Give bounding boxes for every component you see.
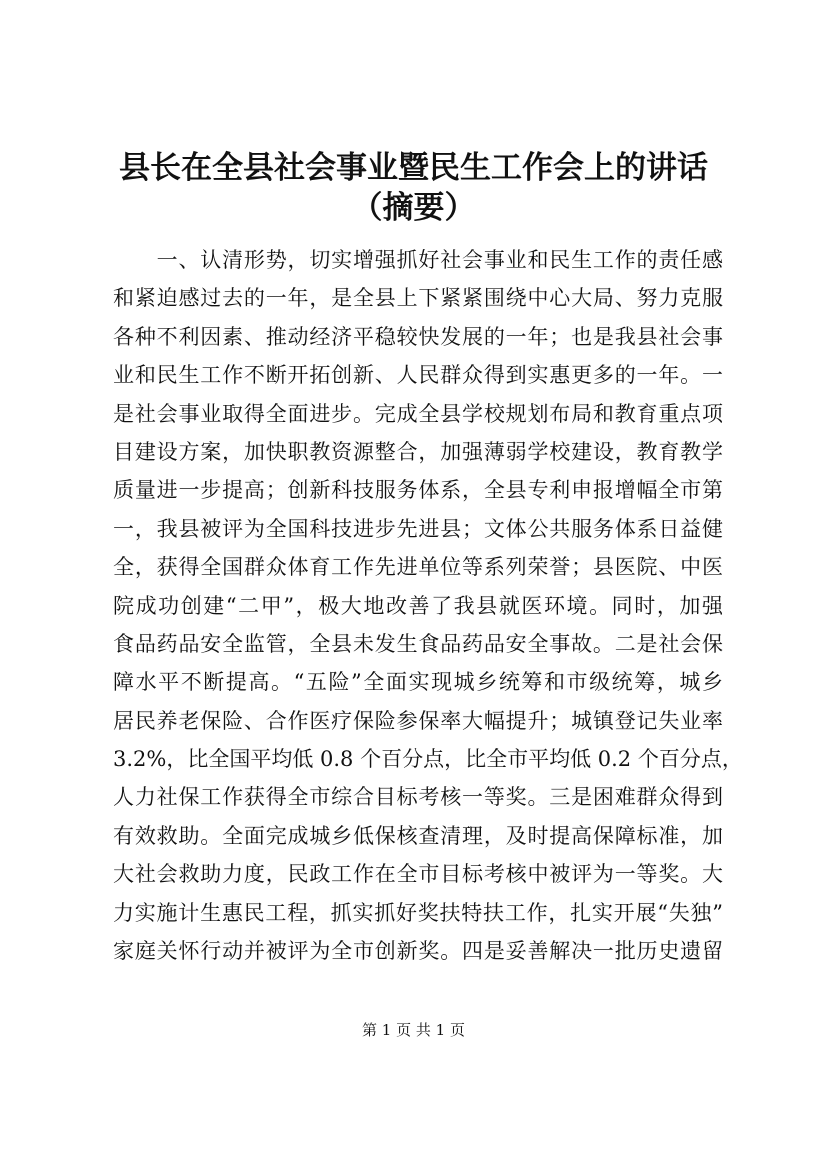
body-line: 3.2%，比全国平均低 0.8 个百分点，比全市平均低 0.2 个百分点，: [113, 747, 743, 772]
body-line: 目建设方案，加快职教资源整合，加强薄弱学校建设，教育教学: [113, 439, 723, 464]
body-line: 质量进一步提高；创新科技服务体系，全县专利申报增幅全市第: [113, 478, 723, 503]
body-line: 障水平不断提高。“五险”全面实现城乡统筹和市级统筹，城乡: [113, 670, 723, 695]
body-line: 一、认清形势，切实增强抓好社会事业和民生工作的责任感: [113, 248, 723, 272]
body-line: 全，获得全国群众体育工作先进单位等系列荣誉；县医院、中医: [113, 555, 723, 580]
body-line: 居民养老保险、合作医疗保险参保率大幅提升；城镇登记失业率: [113, 708, 723, 733]
body-line: 人力社保工作获得全市综合目标考核一等奖。三是困难群众得到: [113, 785, 723, 810]
body-line: 各种不利因素、推动经济平稳较快发展的一年；也是我县社会事: [113, 324, 723, 349]
body-line: 和紧迫感过去的一年，是全县上下紧紧围绕中心大局、努力克服: [113, 286, 723, 311]
document-body: [113, 241, 743, 970]
page-footer: 第 1 页 共 1 页: [362, 1021, 465, 1039]
body-line: 院成功创建“二甲”，极大地改善了我县就医环境。同时，加强: [113, 593, 723, 618]
body-line: 是社会事业取得全面进步。完成全县学校规划布局和教育重点项: [113, 401, 723, 426]
body-line: 大社会救助力度，民政工作在全市目标考核中被评为一等奖。大: [113, 862, 723, 887]
body-line: 家庭关怀行动并被评为全市创新奖。四是妥善解决一批历史遗留: [113, 939, 723, 964]
body-line: 力实施计生惠民工程，抓实抓好奖扶特扶工作，扎实开展“失独”: [113, 900, 723, 925]
body-line: 业和民生工作不断开拓创新、人民群众得到实惠更多的一年。一: [113, 363, 723, 388]
body-line: 食品药品安全监管，全县未发生食品药品安全事故。二是社会保: [113, 631, 723, 656]
document-subtitle: （摘要）: [351, 190, 476, 226]
body-line: 有效救助。全面完成城乡低保核查清理，及时提高保障标准，加: [113, 823, 723, 848]
body-line: 一，我县被评为全国科技进步先进县；文体公共服务体系日益健: [113, 516, 723, 541]
document-title: 县长在全县社会事业暨民生工作会上的讲话: [119, 150, 708, 186]
